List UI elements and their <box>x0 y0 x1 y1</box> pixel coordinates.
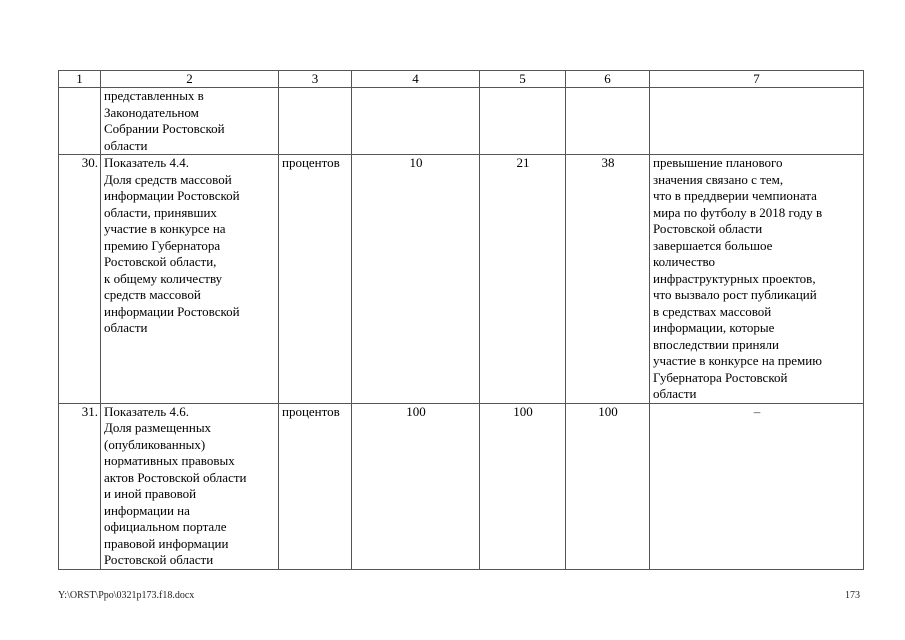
indicator-text: представленных в Законодательном Собрании Ростовской области <box>104 88 225 153</box>
value-cell-4: 10 <box>352 155 480 404</box>
unit-cell <box>279 88 352 155</box>
value-cell-5: 21 <box>480 155 566 404</box>
column-header-4: 4 <box>352 71 480 88</box>
row-number-cell: 31. <box>59 403 101 569</box>
value-cell-6: 38 <box>566 155 650 404</box>
table-row <box>59 155 864 404</box>
indicator-text: Показатель 4.4. Доля средств массовой информации Ростовской области, принявших участие в конкурсе на премию Губернатора Ростовской области, к общему количеству средств массовой информации Ростовской области <box>104 155 240 335</box>
footer-page-number: 173 <box>845 590 860 601</box>
column-header-1: 1 <box>59 71 101 88</box>
column-number-row <box>59 71 864 88</box>
row-number-cell <box>59 88 101 155</box>
note-cell: – <box>650 403 864 569</box>
indicator-cell <box>101 403 279 569</box>
table-row <box>59 403 864 569</box>
value-cell-5 <box>480 88 566 155</box>
unit-cell: процентов <box>279 403 352 569</box>
table-row-continuation <box>59 88 864 155</box>
footer-file-path: Y:\ORST\Ppo\0321p173.f18.docx <box>58 590 195 601</box>
row-number-cell: 30. <box>59 155 101 404</box>
note-text: превышение планового значения связано с тем, что в преддверии чемпионата мира по футболу в 2018 году в Ростовской области завершается большое количество инфраструктурных проектов, что вызвало рост публикаций в средствах массовой информации, которые впоследствии приняли участие в конкурсе на премию Губернатора Ростовской области <box>653 155 823 401</box>
column-header-5: 5 <box>480 71 566 88</box>
column-header-7: 7 <box>650 71 864 88</box>
note-cell <box>650 155 864 404</box>
indicator-cell <box>101 155 279 404</box>
column-header-3: 3 <box>279 71 352 88</box>
indicator-cell <box>101 88 279 155</box>
note-cell <box>650 88 864 155</box>
report-table <box>58 70 864 570</box>
value-cell-4 <box>352 88 480 155</box>
column-header-6: 6 <box>566 71 650 88</box>
unit-cell: процентов <box>279 155 352 404</box>
indicator-text: Показатель 4.6. Доля размещенных (опубликованных) нормативных правовых актов Ростовской области и иной правовой информации на официальном портале правовой информации Ростовской области <box>104 403 247 567</box>
value-cell-5: 100 <box>480 403 566 569</box>
value-cell-6 <box>566 88 650 155</box>
value-cell-4: 100 <box>352 403 480 569</box>
value-cell-6: 100 <box>566 403 650 569</box>
column-header-2: 2 <box>101 71 279 88</box>
